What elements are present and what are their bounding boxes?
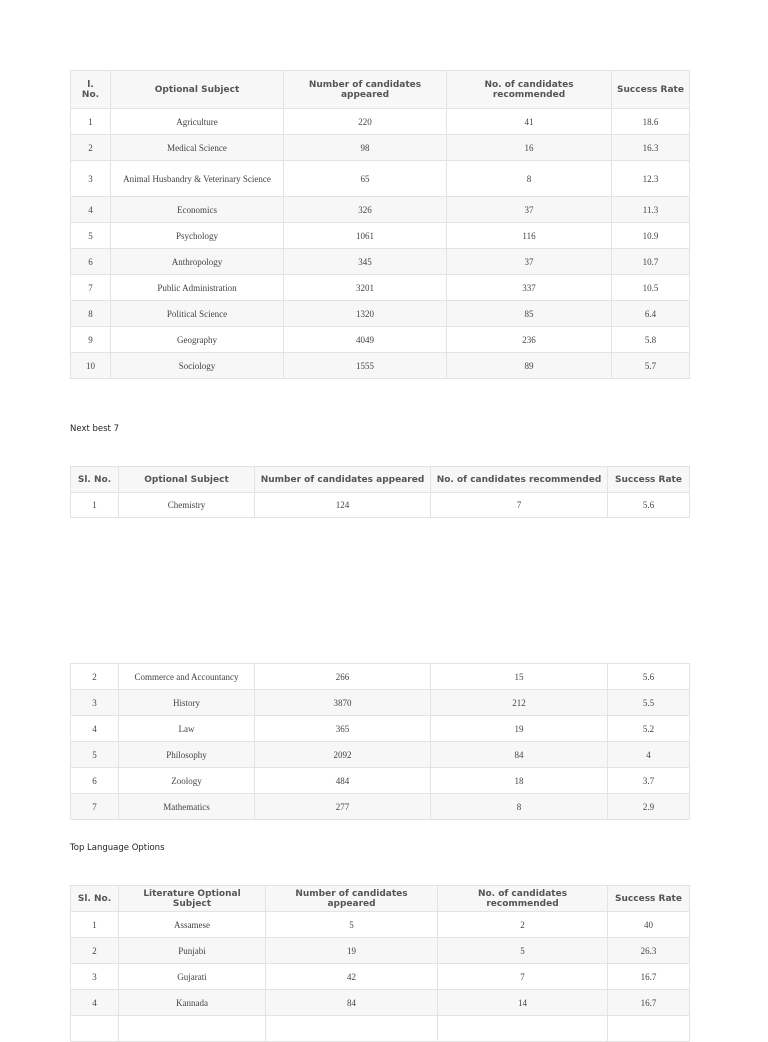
- table-cell: Chemistry: [119, 493, 255, 518]
- table-cell: 18.6: [612, 109, 690, 135]
- table-cell: 4: [71, 197, 111, 223]
- table-cell: 484: [255, 768, 431, 794]
- table-cell: Assamese: [119, 912, 266, 938]
- table-cell: Economics: [111, 197, 284, 223]
- table-cell: 15: [431, 664, 608, 690]
- table-cell: 98: [284, 135, 447, 161]
- table-cell: 19: [431, 716, 608, 742]
- table-header-row: [71, 886, 690, 912]
- table-cell: 1320: [284, 301, 447, 327]
- table-cell: 124: [255, 493, 431, 518]
- table-cell: 2: [71, 938, 119, 964]
- table-cell: 5.6: [608, 493, 690, 518]
- table-cell: 18: [431, 768, 608, 794]
- table-cell: Public Administration: [111, 275, 284, 301]
- table-cell: 7: [438, 964, 608, 990]
- table-cell: Punjabi: [119, 938, 266, 964]
- table-cell: Psychology: [111, 223, 284, 249]
- table-cell: 345: [284, 249, 447, 275]
- table-body: [71, 71, 690, 379]
- column-header: Success Rate: [608, 886, 690, 912]
- column-header: Number of candidates appeared: [255, 467, 431, 493]
- table-header-row: [71, 71, 690, 109]
- table-cell: 1555: [284, 353, 447, 379]
- column-header: Literature Optional Subject: [119, 886, 266, 912]
- table-cell: 65: [284, 161, 447, 197]
- table-row: [71, 301, 690, 327]
- table-row: [71, 223, 690, 249]
- table-cell: 337: [447, 275, 612, 301]
- table-cell: 277: [255, 794, 431, 820]
- table-row: [71, 690, 690, 716]
- table-cell: 7: [71, 275, 111, 301]
- table-cell: 41: [447, 109, 612, 135]
- table-cell: 4049: [284, 327, 447, 353]
- column-header: Optional Subject: [111, 71, 284, 109]
- table-row: [71, 938, 690, 964]
- table-cell: 2: [71, 664, 119, 690]
- table-row: [71, 964, 690, 990]
- table-cell: 5: [266, 912, 438, 938]
- section-label-next-best: Next best 7: [70, 424, 119, 434]
- table-row: [71, 109, 690, 135]
- table-cell: Medical Science: [111, 135, 284, 161]
- table-cell: 6: [71, 249, 111, 275]
- table-cell: Anthropology: [111, 249, 284, 275]
- table-cell: 3: [71, 964, 119, 990]
- table-cell: Political Science: [111, 301, 284, 327]
- table-cell: 10: [71, 353, 111, 379]
- table-header-row: [71, 467, 690, 493]
- table-cell: 1: [71, 109, 111, 135]
- table-cell: Commerce and Accountancy: [119, 664, 255, 690]
- table-cell: 40: [608, 912, 690, 938]
- table-cell: 3201: [284, 275, 447, 301]
- column-header: l. No.: [71, 71, 111, 109]
- table-row: [71, 990, 690, 1016]
- table-cell: 3: [71, 161, 111, 197]
- table-cell: 16.7: [608, 990, 690, 1016]
- next-best-table-continued: [70, 663, 690, 820]
- table-cell: 7: [431, 493, 608, 518]
- table-body: [71, 886, 690, 1042]
- table-cell: 3.7: [608, 768, 690, 794]
- table-cell: Sociology: [111, 353, 284, 379]
- table-cell: 85: [447, 301, 612, 327]
- table-cell: Geography: [111, 327, 284, 353]
- table-cell: 5.2: [608, 716, 690, 742]
- table-row: [71, 742, 690, 768]
- table-cell: 4: [71, 990, 119, 1016]
- column-header: Number of candidates appeared: [266, 886, 438, 912]
- table-cell: Mathematics: [119, 794, 255, 820]
- table-cell: 2: [71, 135, 111, 161]
- table-row: [71, 353, 690, 379]
- table-cell: 10.9: [612, 223, 690, 249]
- table-cell: 7: [71, 794, 119, 820]
- table-cell: [266, 1016, 438, 1042]
- table-cell: Animal Husbandry & Veterinary Science: [111, 161, 284, 197]
- table-cell: 6: [71, 768, 119, 794]
- table-cell: 8: [71, 301, 111, 327]
- table-cell: 116: [447, 223, 612, 249]
- table-cell: 220: [284, 109, 447, 135]
- table-cell: 326: [284, 197, 447, 223]
- table-cell: 5.7: [612, 353, 690, 379]
- language-options-table: [70, 885, 690, 1042]
- table-row: [71, 135, 690, 161]
- table-cell: 3: [71, 690, 119, 716]
- table-cell: Philosophy: [119, 742, 255, 768]
- table-cell: 1061: [284, 223, 447, 249]
- table-cell: 5.8: [612, 327, 690, 353]
- table-cell: 2092: [255, 742, 431, 768]
- table-cell: History: [119, 690, 255, 716]
- top-subjects-table: [70, 70, 690, 379]
- table-cell: 10.5: [612, 275, 690, 301]
- next-best-table: [70, 466, 690, 518]
- table-cell: 37: [447, 249, 612, 275]
- table-cell: 19: [266, 938, 438, 964]
- table-cell: 84: [266, 990, 438, 1016]
- table-row: [71, 249, 690, 275]
- table-cell: Zoology: [119, 768, 255, 794]
- table-cell: 2.9: [608, 794, 690, 820]
- column-header: No. of candidates recommended: [447, 71, 612, 109]
- table-row: [71, 161, 690, 197]
- table-cell: 9: [71, 327, 111, 353]
- table-cell: 5.6: [608, 664, 690, 690]
- table-cell: [438, 1016, 608, 1042]
- table-row: [71, 197, 690, 223]
- table-cell: 5: [438, 938, 608, 964]
- table-cell: 2: [438, 912, 608, 938]
- table-cell: 11.3: [612, 197, 690, 223]
- table-cell: 4: [71, 716, 119, 742]
- table-cell: 8: [431, 794, 608, 820]
- table-cell: 84: [431, 742, 608, 768]
- column-header: Sl. No.: [71, 886, 119, 912]
- table-cell: 37: [447, 197, 612, 223]
- table-cell: 5: [71, 223, 111, 249]
- column-header: No. of candidates recommended: [438, 886, 608, 912]
- table-row: [71, 912, 690, 938]
- table-cell: 212: [431, 690, 608, 716]
- table-cell: 6.4: [612, 301, 690, 327]
- table-cell: [71, 1016, 119, 1042]
- table-cell: 89: [447, 353, 612, 379]
- table-cell: Gujarati: [119, 964, 266, 990]
- table-cell: 236: [447, 327, 612, 353]
- table-cell: Kannada: [119, 990, 266, 1016]
- table-cell: [608, 1016, 690, 1042]
- section-label-language: Top Language Options: [70, 843, 165, 853]
- table-cell: 16: [447, 135, 612, 161]
- table-body: [71, 467, 690, 518]
- column-header: Success Rate: [608, 467, 690, 493]
- table-cell: 3870: [255, 690, 431, 716]
- table-row: [71, 493, 690, 518]
- table-row: [71, 327, 690, 353]
- column-header: Number of candidates appeared: [284, 71, 447, 109]
- table-cell: 1: [71, 912, 119, 938]
- table-cell: 14: [438, 990, 608, 1016]
- column-header: No. of candidates recommended: [431, 467, 608, 493]
- column-header: Success Rate: [612, 71, 690, 109]
- table-row: [71, 768, 690, 794]
- table-row: [71, 1016, 690, 1042]
- table-cell: 16.7: [608, 964, 690, 990]
- column-header: Optional Subject: [119, 467, 255, 493]
- table-cell: 1: [71, 493, 119, 518]
- table-cell: 10.7: [612, 249, 690, 275]
- table-row: [71, 275, 690, 301]
- table-cell: Agriculture: [111, 109, 284, 135]
- table-cell: 365: [255, 716, 431, 742]
- table-cell: 266: [255, 664, 431, 690]
- table-body: [71, 664, 690, 820]
- column-header: Sl. No.: [71, 467, 119, 493]
- table-row: [71, 716, 690, 742]
- table-cell: 5.5: [608, 690, 690, 716]
- table-cell: 8: [447, 161, 612, 197]
- table-cell: 5: [71, 742, 119, 768]
- table-row: [71, 794, 690, 820]
- table-cell: 12.3: [612, 161, 690, 197]
- table-cell: Law: [119, 716, 255, 742]
- table-cell: [119, 1016, 266, 1042]
- table-cell: 42: [266, 964, 438, 990]
- table-row: [71, 664, 690, 690]
- table-cell: 4: [608, 742, 690, 768]
- table-cell: 16.3: [612, 135, 690, 161]
- table-cell: 26.3: [608, 938, 690, 964]
